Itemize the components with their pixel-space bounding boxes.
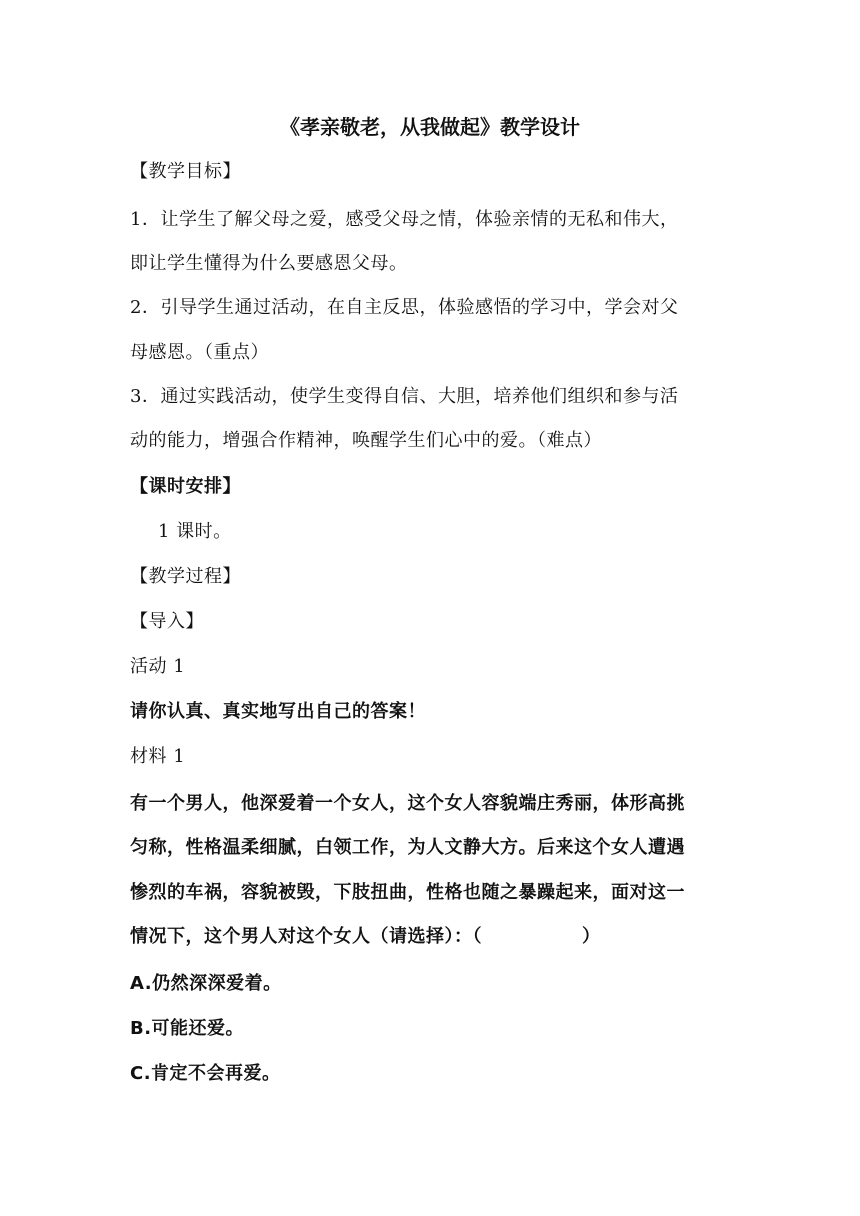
option-b: B.可能还爱。: [130, 1018, 245, 1039]
schedule-value: 1 课时。: [158, 521, 232, 542]
document-title: 《孝亲敬老，从我做起》教学设计: [280, 115, 580, 139]
objective-2-line-1: 2．引导学生通过活动，在自主反思，体验感悟的学习中，学会对父: [130, 297, 679, 318]
option-c: C.肯定不会再爱。: [130, 1063, 281, 1084]
material-line-3: 惨烈的车祸，容貌被毁，下肢扭曲，性格也随之暴躁起来，面对这一: [130, 882, 685, 903]
activity-instruction: 请你认真、真实地写出自己的答案！: [130, 701, 426, 722]
objective-3-line-2: 动的能力，增强合作精神，唤醒学生们心中的爱。（难点）: [130, 430, 602, 451]
objective-3-line-1: 3．通过实践活动，使学生变得自信、大胆，培养他们组织和参与活: [130, 386, 679, 407]
material-line-1: 有一个男人，他深爱着一个女人，这个女人容貌端庄秀丽，体形高挑: [130, 793, 685, 814]
option-a: A.仍然深深爱着。: [130, 973, 282, 994]
intro-heading: 【导入】: [130, 611, 204, 632]
material-line-4: [130, 923, 730, 951]
material-line-4-prefix: 情况下，这个男人对这个女人（请选择）：（: [130, 926, 482, 947]
objective-1-line-2: 即让学生懂得为什么要感恩父母。: [130, 253, 408, 274]
activity-label: 活动 1: [130, 656, 186, 677]
material-line-2: 匀称，性格温柔细腻，白领工作，为人文静大方。后来这个女人遭遇: [130, 837, 685, 858]
process-heading: 【教学过程】: [130, 566, 241, 587]
objective-1-line-1: 1．让学生了解父母之爱，感受父母之情，体验亲情的无私和伟大，: [130, 209, 679, 230]
material-label: 材料 1: [130, 746, 186, 767]
schedule-heading: 【课时安排】: [130, 476, 241, 497]
material-line-4-suffix: ）: [582, 926, 601, 947]
objectives-heading: 【教学目标】: [130, 161, 241, 182]
objective-2-line-2: 母感恩。（重点）: [130, 342, 269, 363]
